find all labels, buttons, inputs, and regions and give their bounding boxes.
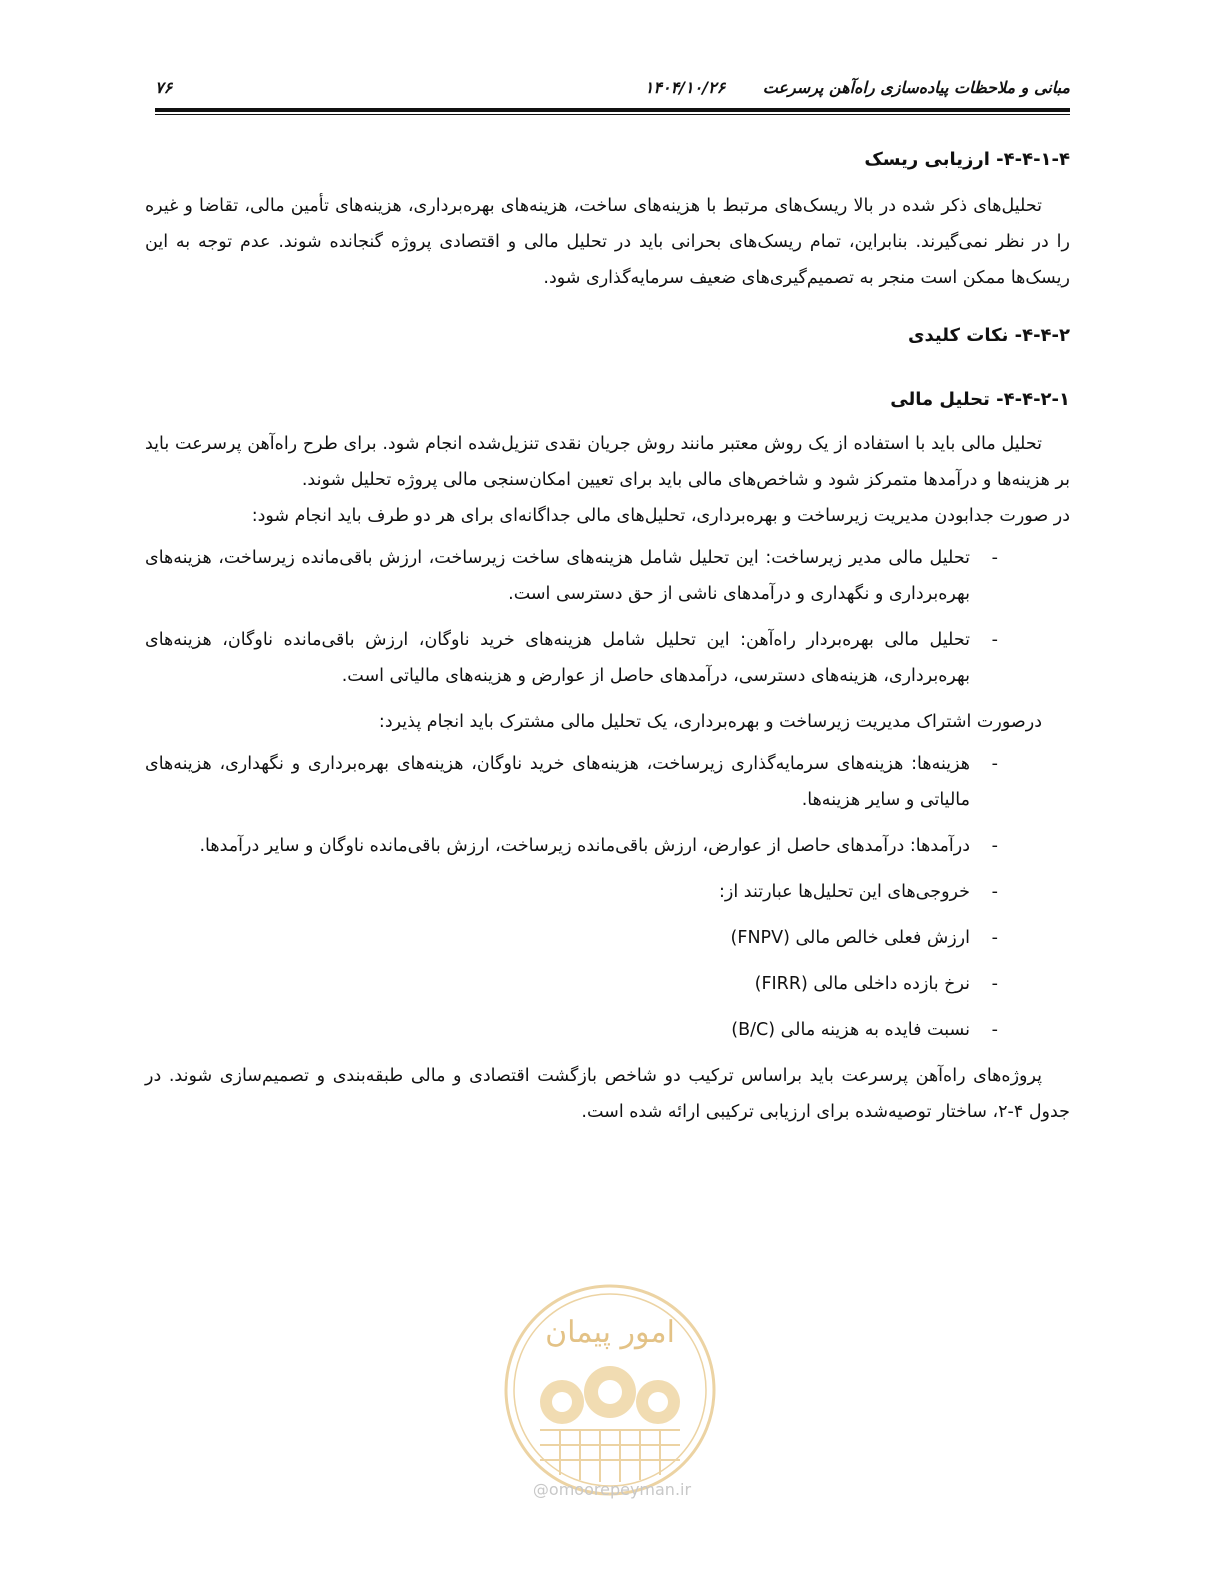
heading-key-points: ۴-۴-۲- نکات کلیدی [907, 325, 1070, 346]
list-item: - تحلیل مالی بهره‌بردار راه‌آهن: این تحلیل شامل هزینه‌های خرید ناوگان، ارزش باقی‌مانده ناوگان، هزینه‌های بهره‌برداری، هزینه‌های دسترسی، درآمدهای حاصل از عوارض و هزینه‌های مالیاتی است. [145, 622, 1070, 694]
financial-paragraph-2: در صورت جدابودن مدیریت زیرساخت و بهره‌برداری، تحلیل‌های مالی جداگانه‌ای برای هر دو طرف باید انجام شود: [251, 506, 1070, 526]
list-item: - خروجی‌های این تحلیل‌ها عبارتند از: [145, 874, 1070, 910]
heading-risk-assessment: ۴-۴-۱-۴- ارزیابی ریسک [864, 149, 1070, 170]
financial-paragraph-1: تحلیل مالی باید با استفاده از یک روش معتبر مانند روش جریان نقدی تنزیل‌شده انجام شود. برای طرح راه‌آهن پرسرعت باید بر هزینه‌ها و درآمدها متمرکز شود و شاخص‌های مالی باید برای تعیین امکان‌سنجی مالی پروژه تحلیل شوند. [145, 434, 1070, 490]
shared-analysis-list [145, 746, 1070, 1048]
header-title: مبانی و ملاحظات پیاده‌سازی راه‌آهن پرسرعت [762, 78, 1070, 97]
list-item: - نسبت فایده به هزینه مالی (B/C) [145, 1012, 1070, 1048]
risk-paragraph: تحلیل‌های ذکر شده در بالا ریسک‌های مرتبط با هزینه‌های ساخت، هزینه‌های بهره‌برداری، هزینه‌های تأمین مالی، تقاضا و غیره را در نظر نمی‌گیرند. بنابراین، تمام ریسک‌های بحرانی باید در تحلیل مالی و اقتصادی پروژه گنجانده شوند. عدم توجه به این ریسک‌ها ممکن است منجر به تصمیم‌گیری‌های ضعیف سرمایه‌گذاری شود. [145, 196, 1070, 288]
header-rule-thick [155, 108, 1070, 112]
seal-logo-icon [500, 1280, 720, 1500]
page-body [145, 140, 1070, 1130]
list-item: - ارزش فعلی خالص مالی (FNPV) [145, 920, 1070, 956]
list-item: - هزینه‌ها: هزینه‌های سرمایه‌گذاری زیرساخت، هزینه‌های خرید ناوگان، هزینه‌های بهره‌برداری و نگهداری، هزینه‌های مالیاتی و سایر هزینه‌ها. [145, 746, 1070, 818]
header-date: ۱۴۰۴/۱۰/۲۶ [644, 78, 726, 97]
separate-analysis-list [145, 540, 1070, 694]
watermark-text: omoorepeyman.ir [548, 1480, 692, 1499]
page-header [155, 74, 1070, 104]
list-item: - درآمدها: درآمدهای حاصل از عوارض، ارزش باقی‌مانده زیرساخت، ارزش باقی‌مانده ناوگان و سایر درآمدها. [145, 828, 1070, 864]
financial-paragraph-4: پروژه‌های راه‌آهن پرسرعت باید براساس ترکیب دو شاخص بازگشت اقتصادی و مالی طبقه‌بندی و تصمیم‌سازی شوند. در جدول ۴-۲، ساختار توصیه‌شده برای ارزیابی ترکیبی ارائه شده است. [145, 1066, 1070, 1122]
heading-financial-analysis: ۴-۴-۲-۱- تحلیل مالی [890, 389, 1070, 410]
page-number: ۷۶ [155, 78, 173, 97]
header-rule-thin [155, 114, 1070, 115]
logo-text: امور پیمان [545, 1315, 675, 1350]
list-item: - تحلیل مالی مدیر زیرساخت: این تحلیل شامل هزینه‌های ساخت زیرساخت، ارزش باقی‌مانده زیرساخت، هزینه‌های بهره‌برداری و نگهداری و درآمدهای ناشی از حق دسترسی است. [145, 540, 1070, 612]
watermark: @omoorepeyman.ir [532, 1480, 692, 1499]
list-item: - نرخ بازده داخلی مالی (FIRR) [145, 966, 1070, 1002]
financial-paragraph-3: درصورت اشتراک مدیریت زیرساخت و بهره‌برداری، یک تحلیل مالی مشترک باید انجام پذیرد: [378, 712, 1042, 732]
